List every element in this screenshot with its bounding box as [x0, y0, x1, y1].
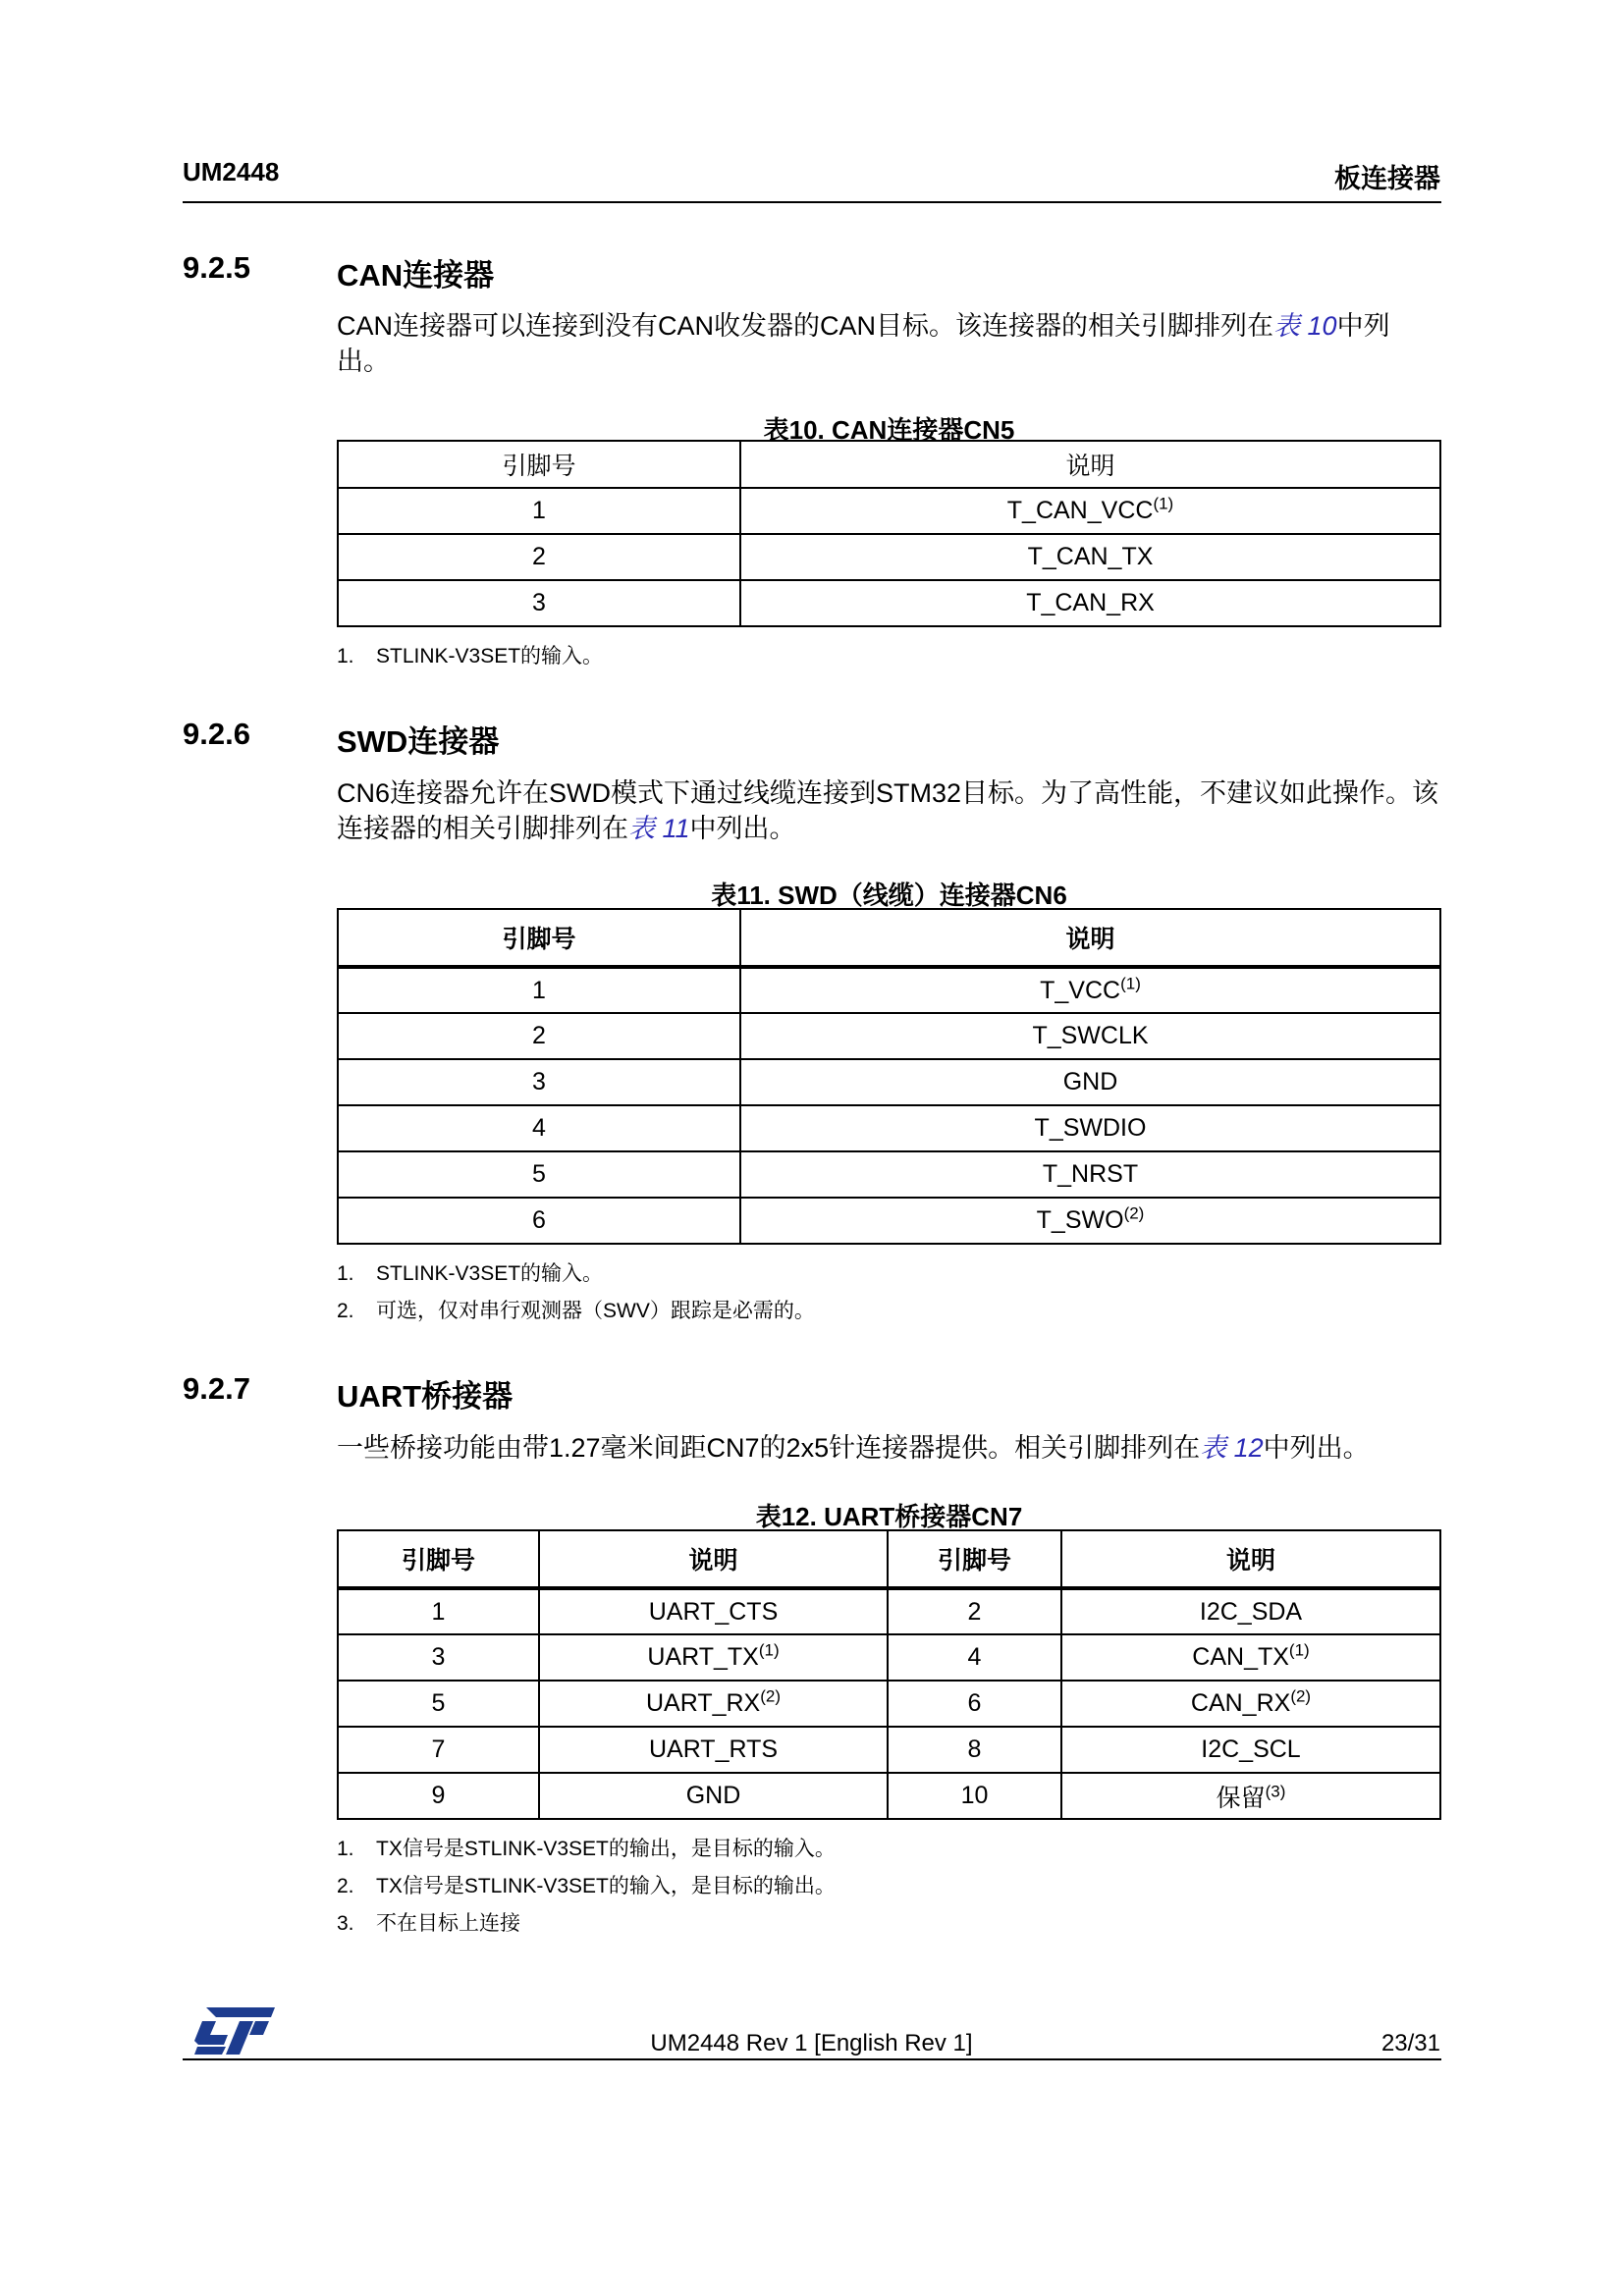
footnote-ref: (3): [1265, 1782, 1286, 1801]
footnote-ref: (2): [1290, 1686, 1312, 1706]
table-row: 5 UART_RX$^{(2)}$ 6 CAN_RX$^{(2)}$: [338, 1681, 1440, 1727]
column-header: 说明: [539, 1530, 888, 1588]
footnote: 2. 可选，仅对串行观测器（SWV）跟踪是必需的。: [337, 1300, 815, 1322]
section-number: 9.2.5: [183, 250, 250, 285]
footnote-ref: (1): [1288, 1640, 1310, 1660]
svg-text:ST: ST: [194, 2007, 196, 2008]
footnote-ref: (2): [1123, 1203, 1145, 1223]
section-paragraph: CAN连接器可以连接到没有CAN收发器的CAN目标。该连接器的相关引脚排列在表 10中列出。: [337, 311, 1390, 376]
table-row: 2 T_SWCLK: [338, 1013, 1440, 1059]
footnote-ref: (1): [1153, 494, 1174, 513]
table-caption: 表12. UART桥接器CN7: [755, 1502, 1023, 1531]
table-row: 9 GND 10 保留$^{(3)}$: [338, 1773, 1440, 1819]
footer-rule: [183, 2058, 1441, 2060]
can-connector-table: [337, 440, 1441, 627]
table-row: 6 T_SWO$^{(2)}$: [338, 1198, 1440, 1244]
table-row: 3 GND: [338, 1059, 1440, 1105]
footnote-ref: (2): [760, 1686, 782, 1706]
table-link[interactable]: 表 11: [628, 814, 690, 843]
table-row: 4 T_SWDIO: [338, 1105, 1440, 1151]
column-header: 引脚号: [338, 909, 740, 967]
section-title: CAN连接器: [337, 258, 495, 293]
section-paragraph: 一些桥接功能由带1.27毫米间距CN7的2x5针连接器提供。相关引脚排列在表 12中列出。: [337, 1433, 1370, 1463]
swd-connector-table: [337, 908, 1441, 1245]
table-row: 2 T_CAN_TX: [338, 534, 1440, 580]
column-header: 引脚号: [888, 1530, 1061, 1588]
header-rule: [183, 201, 1441, 203]
section-title: SWD连接器: [337, 724, 500, 759]
table-row: 7 UART_RTS 8 I2C_SCL: [338, 1727, 1440, 1773]
table-link[interactable]: 表 10: [1273, 311, 1337, 341]
table-caption: 表11. SWD（线缆）连接器CN6: [711, 881, 1067, 910]
table-row: 1 T_VCC$^{(1)}$: [338, 967, 1440, 1013]
uart-bridge-table: [337, 1529, 1441, 1820]
footnote: 1. TX信号是STLINK-V3SET的输出，是目标的输入。: [337, 1838, 836, 1860]
footnote-ref: (1): [1120, 974, 1141, 993]
table-row: 3 T_CAN_RX: [338, 580, 1440, 626]
table-row: 5 T_NRST: [338, 1151, 1440, 1198]
column-header: 说明: [1061, 1530, 1440, 1588]
section-number: 9.2.6: [183, 717, 250, 751]
column-header: 说明: [740, 441, 1440, 488]
footer-doc-revision: UM2448 Rev 1 [English Rev 1]: [650, 2030, 973, 2056]
table-row: 1 UART_CTS 2 I2C_SDA: [338, 1588, 1440, 1634]
section-title: UART桥接器: [337, 1379, 514, 1414]
footnote: 1. STLINK-V3SET的输入。: [337, 645, 604, 667]
section-paragraph: CN6连接器允许在SWD模式下通过线缆连接到STM32目标。为了高性能，不建议如此操作。该连接器的相关引脚排列在表 11中列出。: [337, 778, 1439, 843]
column-header: 说明: [740, 909, 1440, 967]
table-row: 1 T_CAN_VCC$^{(1)}$: [338, 488, 1440, 534]
column-header: 引脚号: [338, 1530, 539, 1588]
footnote: 3. 不在目标上连接: [337, 1912, 520, 1935]
column-header: 引脚号: [338, 441, 740, 488]
section-number: 9.2.7: [183, 1371, 250, 1406]
header-section-title: 板连接器: [1334, 164, 1440, 193]
page-number: 23/31: [1380, 2030, 1440, 2056]
footnote-ref: (1): [758, 1640, 780, 1660]
header-doc-id: UM2448: [183, 157, 280, 187]
table-link[interactable]: 表 12: [1200, 1433, 1264, 1463]
footnote: 1. STLINK-V3SET的输入。: [337, 1262, 604, 1285]
footnote: 2. TX信号是STLINK-V3SET的输入，是目标的输出。: [337, 1875, 836, 1897]
table-row: 3 UART_TX$^{(1)}$ 4 CAN_TX$^{(1)}$: [338, 1634, 1440, 1681]
table-caption: 表10. CAN连接器CN5: [763, 415, 1015, 445]
